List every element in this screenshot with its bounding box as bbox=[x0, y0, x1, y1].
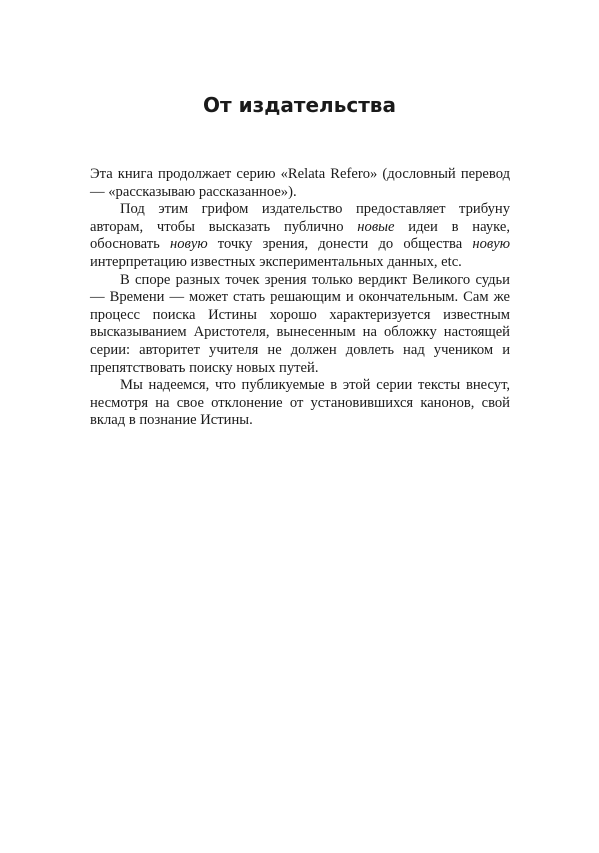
paragraph-2-text-d: интерпретацию известных экспериментальных данных, etc. bbox=[90, 253, 462, 270]
paragraph-1-text: Эта книга продолжает серию «Relata Refero» (дословный перевод — «рассказываю рассказанное»). bbox=[90, 166, 510, 200]
publisher-note-body bbox=[90, 166, 510, 430]
paragraph-2-text-c: точку зрения, донести до общества bbox=[207, 236, 473, 253]
paragraph-2-text-a: Под этим грифом издательство предоставляет трибуну авторам, чтобы высказать публично bbox=[90, 201, 510, 235]
paragraph-2-italic-new-2: новую bbox=[169, 236, 208, 253]
page-title: От издательства bbox=[203, 93, 396, 117]
paragraph-3 bbox=[90, 272, 510, 378]
paragraph-2-text-b: идеи в науке, обосновать bbox=[90, 218, 510, 253]
paragraph-3-text: В споре разных точек зрения только вердикт Великого судьи — Времени — может стать решающим и окончательным. Сам же процесс поиска Истины хорошо характеризуется известным высказыванием Аристотеля, вынесенным на обложку настоящей серии: авторитет учителя не должен довлеть над учеником и препятствовать поиску новых путей. bbox=[90, 271, 510, 376]
paragraph-4 bbox=[90, 377, 510, 430]
paragraph-2-italic-new-3: новую bbox=[472, 236, 510, 253]
paragraph-1 bbox=[90, 166, 510, 201]
paragraph-2-italic-new-1: новые bbox=[357, 218, 395, 235]
paragraph-4-text: Мы надеемся, что публикуемые в этой серии тексты внесут, несмотря на свое отклонение от установившихся канонов, свой вклад в познание Истины. bbox=[90, 377, 510, 429]
paragraph-2 bbox=[90, 201, 510, 271]
